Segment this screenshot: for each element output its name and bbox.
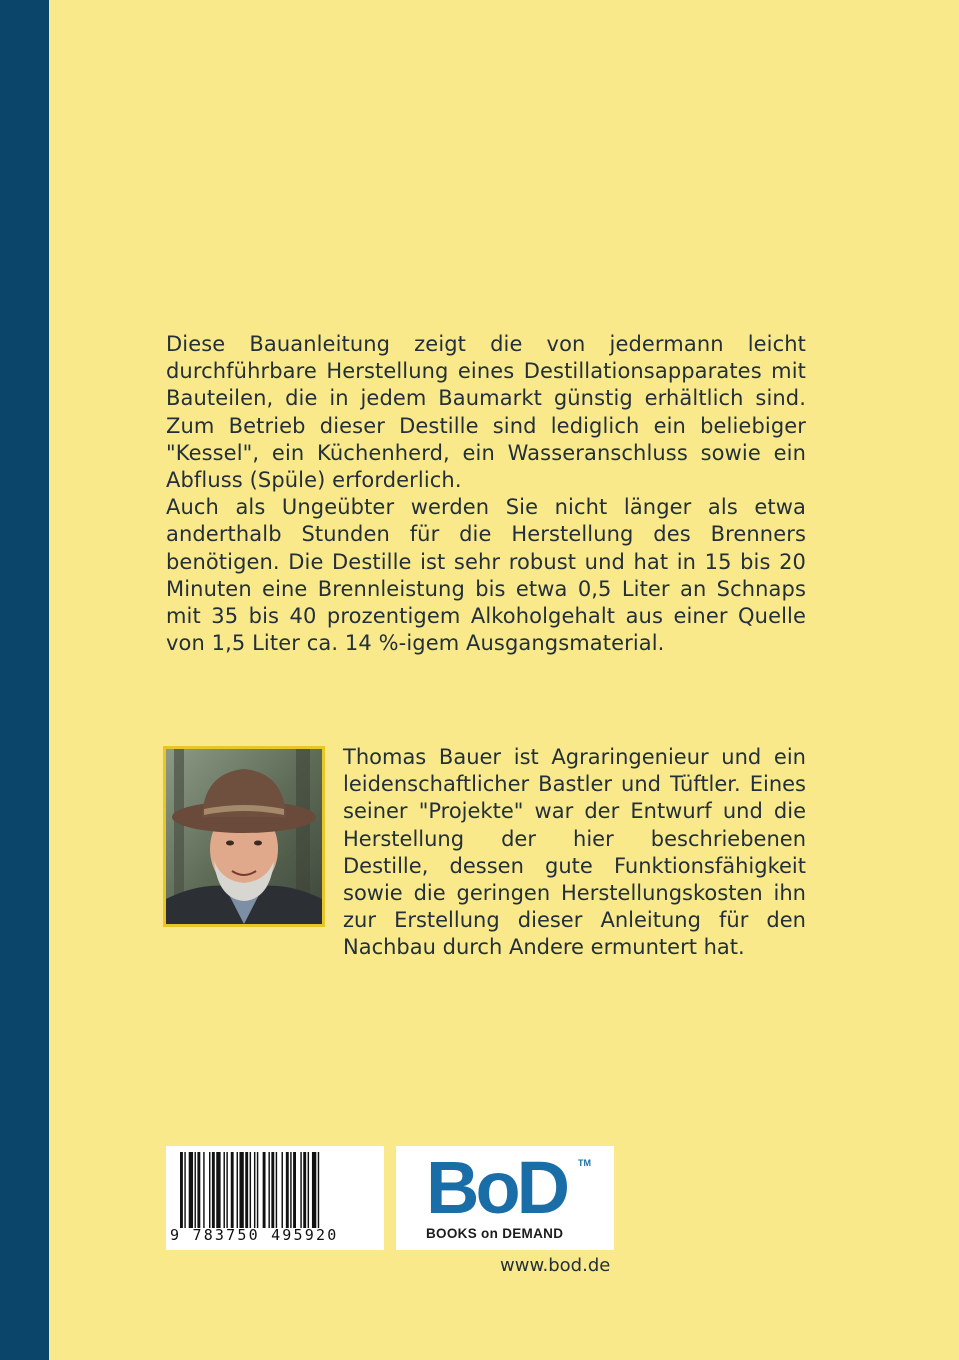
barcode-bar <box>212 1152 215 1228</box>
barcode-bar <box>231 1152 234 1228</box>
barcode-bar <box>237 1152 238 1228</box>
barcode-bar <box>197 1152 200 1228</box>
barcode-bar <box>293 1152 296 1228</box>
author-portrait-image <box>166 749 322 924</box>
publisher-url[interactable]: www.bod.de <box>500 1255 611 1276</box>
barcode-bar <box>239 1152 243 1228</box>
barcode-bar <box>276 1152 277 1228</box>
barcode-bar <box>303 1152 306 1228</box>
barcode-bar <box>254 1152 255 1228</box>
barcode-bar <box>286 1152 289 1228</box>
back-cover-blurb <box>166 331 806 657</box>
barcode-bar <box>257 1152 258 1228</box>
barcode-bar <box>308 1152 309 1228</box>
blurb-paragraph-2: Auch als Ungeübter werden Sie nicht länger als etwa anderthalb Stunden für die Herstellung des Brenners benötigen. Die Destille ist sehr robust und hat in 15 bis 20 Minuten eine Brennleistung bis etwa 0,5 Liter an Schnaps mit 35 bis 40 prozentigem Alkoholgehalt aus einer Quelle von 1,5 Liter ca. 14 %-igem Ausgangsmaterial. <box>166 495 806 656</box>
barcode-bar <box>290 1152 291 1228</box>
book-spine <box>0 0 49 1360</box>
publisher-name: BOOKS on DEMAND <box>426 1226 564 1241</box>
isbn-barcode <box>166 1146 384 1250</box>
barcode-bar <box>300 1152 301 1228</box>
barcode-bar <box>268 1152 269 1228</box>
barcode-bar <box>312 1152 316 1228</box>
barcode-bar <box>263 1152 266 1228</box>
barcode-bar <box>184 1152 185 1228</box>
barcode-bar <box>271 1152 274 1228</box>
barcode-bar <box>203 1152 204 1228</box>
barcode-bar <box>180 1152 183 1228</box>
barcode-bars <box>180 1152 370 1228</box>
publisher-logo-box <box>396 1146 614 1250</box>
author-bio: Thomas Bauer ist Agraringenieur und ein leidenschaftlicher Bastler und Tüftler. Eines seiner "Projekte" war der Entwurf und die Herstellung der hier beschriebenen Destille, dessen gute Funktionsfähigkeit sowie die geringen Herstellungskosten ihn zur Erstellung dieser Anleitung für den Nachbau durch Andere ermuntert hat. <box>343 745 806 960</box>
blurb-paragraph-1: Diese Bauanleitung zeigt die von jedermann leicht durchführbare Herstellung eines Destillationsapparates mit Bauteilen, die in jedem Baumarkt günstig erhältlich sind. Zum Betrieb dieser Destille sind lediglich ein beliebiger "Kessel", ein Küchenherd, ein Wasseranschluss sowie ein Abfluss (Spüle) erforderlich. <box>166 332 806 493</box>
barcode-bar <box>318 1152 319 1228</box>
barcode-bar <box>245 1152 248 1228</box>
author-photo <box>163 746 325 927</box>
barcode-bar <box>195 1152 196 1228</box>
trademark-mark: TM <box>578 1158 591 1168</box>
bod-logo: BoD <box>426 1146 567 1229</box>
barcode-bar <box>189 1152 193 1228</box>
barcode-bar <box>224 1152 225 1228</box>
barcode-bar <box>226 1152 227 1228</box>
barcode-bar <box>282 1152 283 1228</box>
barcode-bar <box>209 1152 210 1228</box>
barcode-bar <box>250 1152 251 1228</box>
barcode-bar <box>216 1152 220 1228</box>
isbn-digits: 9 783750 495920 <box>170 1226 339 1244</box>
